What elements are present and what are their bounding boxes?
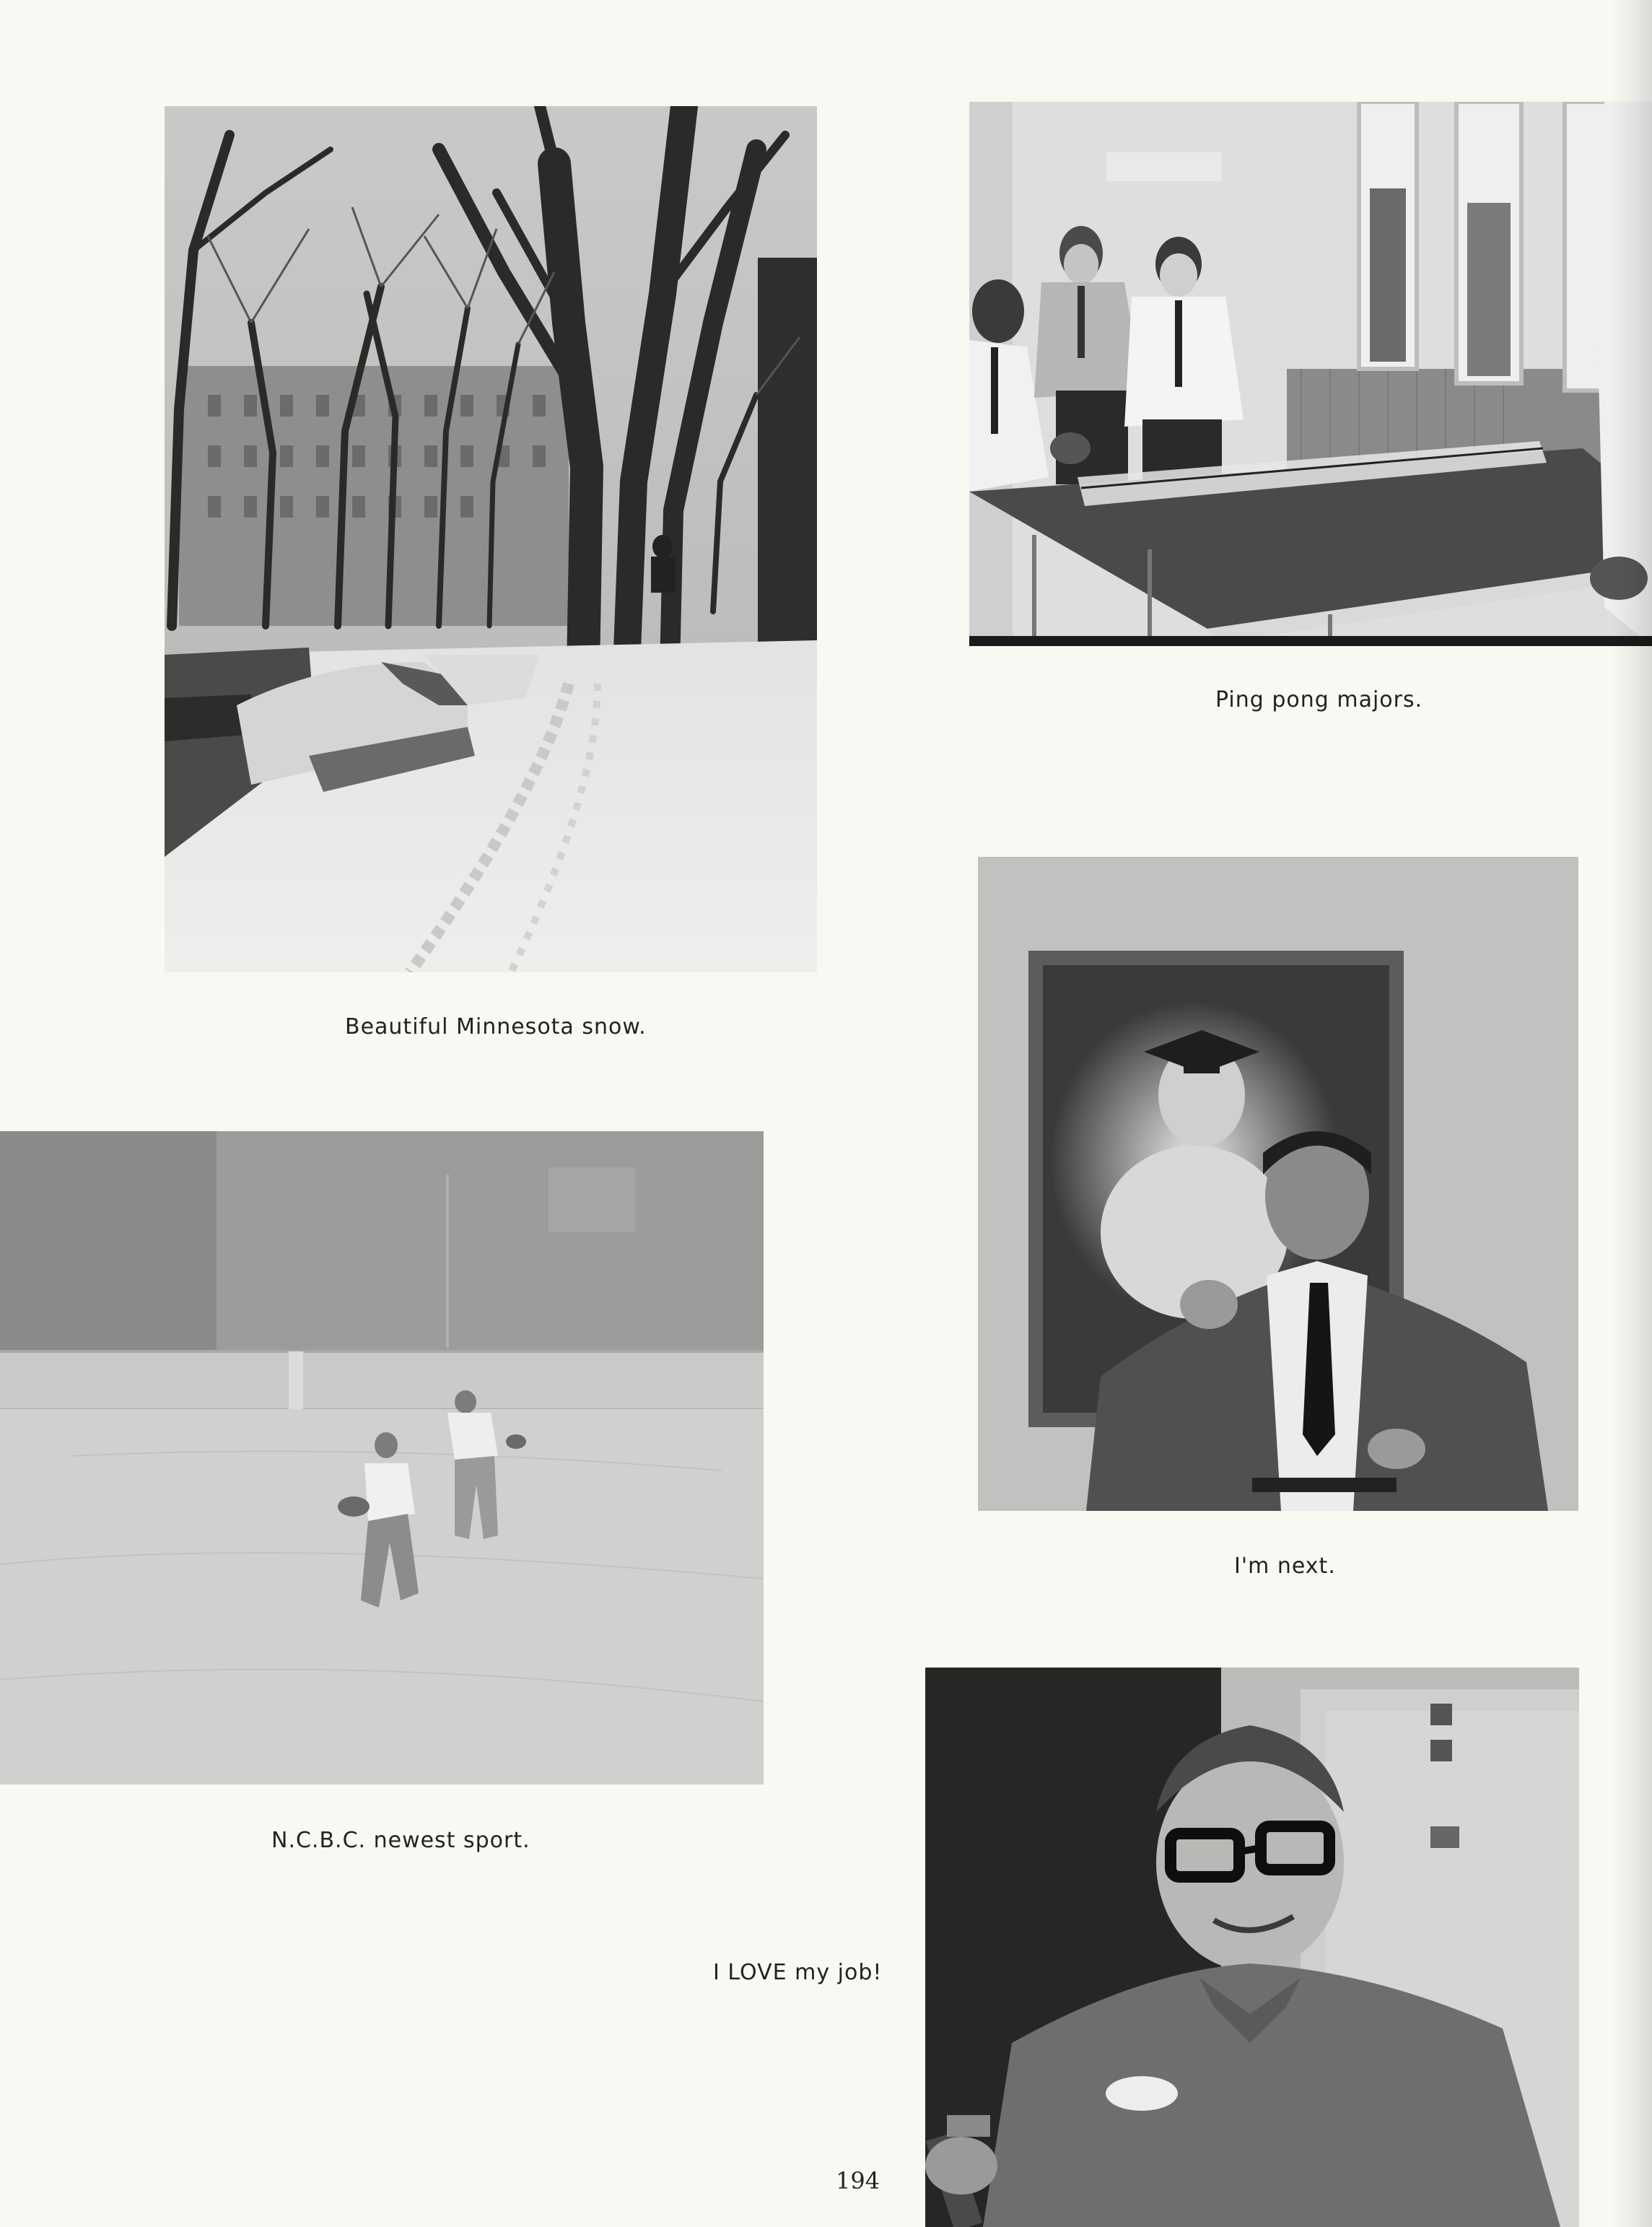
page-binding-shadow	[1611, 0, 1652, 2227]
portrait-photo	[978, 857, 1578, 1511]
snow-photo	[165, 106, 817, 972]
snow-caption: Beautiful Minnesota snow.	[345, 1014, 647, 1040]
ping-pong-photo	[969, 102, 1652, 646]
ice-rink-caption: N.C.B.C. newest sport.	[271, 1828, 530, 1853]
job-caption: I LOVE my job!	[713, 1960, 883, 1985]
job-photo	[925, 1668, 1579, 2227]
page-number: 194	[836, 2167, 880, 2195]
portrait-caption: I'm next.	[1234, 1553, 1336, 1579]
ping-pong-caption: Ping pong majors.	[1215, 687, 1423, 712]
ice-rink-photo	[0, 1131, 764, 1784]
